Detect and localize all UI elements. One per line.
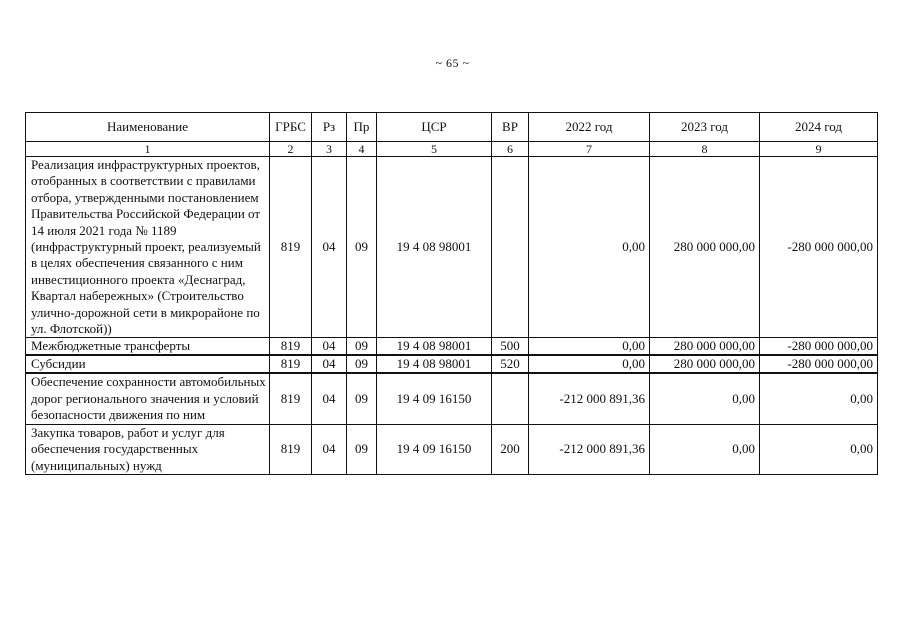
col-number: 8 — [650, 142, 760, 157]
col-number: 6 — [492, 142, 529, 157]
row-2022: 0,00 — [529, 157, 650, 338]
table-row — [26, 355, 878, 373]
row-rz: 04 — [312, 338, 347, 356]
row-vr — [492, 157, 529, 338]
table-row — [26, 157, 878, 338]
row-rz: 04 — [312, 355, 347, 373]
row-rz: 04 — [312, 373, 347, 424]
col-number: 4 — [347, 142, 377, 157]
row-pr: 09 — [347, 355, 377, 373]
col-header-2022: 2022 год — [529, 113, 650, 142]
row-2024: -280 000 000,00 — [760, 157, 878, 338]
table-row — [26, 338, 878, 356]
col-header-grbs: ГРБС — [270, 113, 312, 142]
page-number: ~ 65 ~ — [435, 56, 470, 70]
column-number-row — [26, 142, 878, 157]
row-rz: 04 — [312, 424, 347, 474]
row-pr: 09 — [347, 338, 377, 356]
row-2023: 280 000 000,00 — [650, 157, 760, 338]
row-vr: 520 — [492, 355, 529, 373]
row-grbs: 819 — [270, 424, 312, 474]
col-header-pr: Пр — [347, 113, 377, 142]
row-csr: 19 4 08 98001 — [377, 338, 492, 356]
row-grbs: 819 — [270, 355, 312, 373]
col-header-csr: ЦСР — [377, 113, 492, 142]
col-number: 7 — [529, 142, 650, 157]
row-2023: 0,00 — [650, 373, 760, 424]
row-name: Субсидии — [26, 355, 270, 373]
row-grbs: 819 — [270, 157, 312, 338]
row-2023: 280 000 000,00 — [650, 355, 760, 373]
row-2024: 0,00 — [760, 424, 878, 474]
table-row — [26, 424, 878, 474]
row-2022: -212 000 891,36 — [529, 373, 650, 424]
row-pr: 09 — [347, 157, 377, 338]
row-2023: 0,00 — [650, 424, 760, 474]
row-grbs: 819 — [270, 373, 312, 424]
table-row — [26, 373, 878, 424]
row-pr: 09 — [347, 424, 377, 474]
row-2022: 0,00 — [529, 355, 650, 373]
row-csr: 19 4 09 16150 — [377, 373, 492, 424]
row-vr: 500 — [492, 338, 529, 356]
row-csr: 19 4 08 98001 — [377, 355, 492, 373]
header-row — [26, 113, 878, 142]
row-grbs: 819 — [270, 338, 312, 356]
row-2024: -280 000 000,00 — [760, 338, 878, 356]
row-name: Обеспечение сохранности автомобильных дорог регионального значения и условий безопасности движения по ним — [26, 373, 270, 424]
row-2024: -280 000 000,00 — [760, 355, 878, 373]
col-header-2024: 2024 год — [760, 113, 878, 142]
row-rz: 04 — [312, 157, 347, 338]
row-2023: 280 000 000,00 — [650, 338, 760, 356]
row-vr: 200 — [492, 424, 529, 474]
budget-table — [25, 112, 878, 475]
row-name: Реализация инфраструктурных проектов, отобранных в соответствии с правилами отбора, утвержденными постановлением Правительства Российской Федерации от 14 июля 2021 года № 1189 (инфраструктурный проект, реализуемый в целях обеспечения связанного с ним инвестиционного проекта «Деснаград, Квартал набережных» (Строительство улично-дорожной сети в микрорайоне по ул. Флотской)) — [26, 157, 270, 338]
col-header-vr: ВР — [492, 113, 529, 142]
row-2022: -212 000 891,36 — [529, 424, 650, 474]
col-header-2023: 2023 год — [650, 113, 760, 142]
row-vr — [492, 373, 529, 424]
row-2022: 0,00 — [529, 338, 650, 356]
col-number: 2 — [270, 142, 312, 157]
col-header-rz: Рз — [312, 113, 347, 142]
col-number: 5 — [377, 142, 492, 157]
row-pr: 09 — [347, 373, 377, 424]
col-number: 1 — [26, 142, 270, 157]
row-csr: 19 4 09 16150 — [377, 424, 492, 474]
row-name: Закупка товаров, работ и услуг для обеспечения государственных (муниципальных) нужд — [26, 424, 270, 474]
row-csr: 19 4 08 98001 — [377, 157, 492, 338]
col-header-name: Наименование — [26, 113, 270, 142]
row-name: Межбюджетные трансферты — [26, 338, 270, 356]
col-number: 9 — [760, 142, 878, 157]
row-2024: 0,00 — [760, 373, 878, 424]
col-number: 3 — [312, 142, 347, 157]
